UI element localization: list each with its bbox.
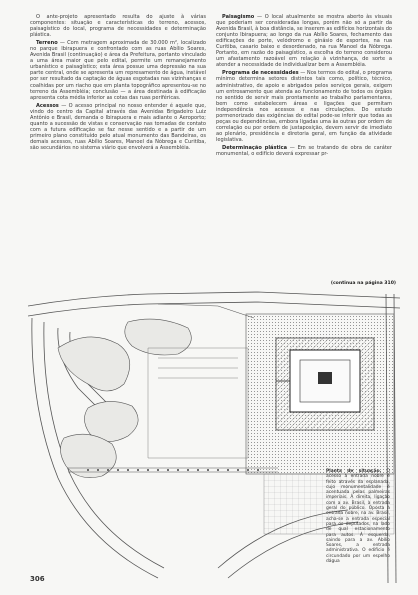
programa-paragraph: [216, 70, 392, 143]
caption-text: O acesso à entrada nobre é feito através da esplanada, cujo monumentalidade é acentuada pelas palmeiras imperiais. À direita, ligação com a av. Brasil, à entrada geral do público. Oposta à entrada nobre, na av. Brasil, acha-se a entrada especial para os deputados, na lado de qual estacionamento para autos. À esquerda, saindo para a av. Abílio Soares, a entrada administrativa. O edifício é circundado por um espelho dágua: [326, 469, 390, 565]
programa-heading: Programa de necessidades: [222, 70, 299, 77]
caption-heading: Planta de situação.: [326, 469, 382, 474]
plastica-paragraph: [216, 145, 392, 157]
right-text-column: [216, 14, 392, 159]
acessos-heading: Acessos: [36, 102, 59, 109]
plastica-text: — Em se tratando de obra de caráter monumental, o edifício deverá expressar pr-: [216, 144, 392, 158]
paisagismo-paragraph: [216, 14, 392, 68]
plan-caption: [326, 469, 390, 564]
palm-avenue: [87, 469, 259, 471]
acessos-text: — O acesso principal no nosso entender é aquele que, vindo do centro da Capital através das Avenidas Brigadeiro Luiz Antônio e Brasil, demanda o Ibirapuera e mais adiante o Aeroporto; quanto a sucessão de vistas e conservação nas tomadas de contato com a futura edificação se faz nesse sentido e a partir de um primeiro plano constituído pelo atual monumento das Bandeiras, os demais acessos, ruas Abílio Soares, Manoel da Nóbrega e Curitiba, são secundários no sistema viário que envolverá a Assembléia.: [30, 102, 206, 151]
paisagismo-heading: Paisagismo: [222, 14, 255, 20]
paisagismo-text: — O local atualmente se mostra aberto às visuais que poderiam ser consideradas longas, porém não só a partir da Avenida Brasil, à boa distância, se inserem as edifícios horizontais do conjunto Ibirapuera; ao longo da rua Abílio Soares, fechamento das edificações de porte, velódromo e ginásio de esportes, na rua Curitiba, casario baixo e desordenado, na rua Manoel da Nóbrega. Portanto, em razão do paisagístico, a escolha do terreno considerou um afastamento razoável em relação à vizinhança, de sorte a atender a necessidade de individualizar bem a Assembléia.: [216, 14, 392, 69]
continued-note: (continua na página 310): [330, 281, 396, 286]
intro-paragraph: [30, 14, 206, 38]
acessos-paragraph: [30, 103, 206, 151]
terreno-paragraph: [30, 40, 206, 100]
terreno-text: — Com metragem aproximada de 30.000 m², localizado no parque Ibirapuera e confrontado com as ruas Abílio Soares, Avenida Brasil (continuação) e área da Prefeitura, portanto vinculado a uma área maior que pelo edital, permite um remanejamento urbanístico e paisagístico; esta área possue uma depressão na sua parte central, onde se apresenta um represamento de água, instável por ser resultado da captação de águas esgotadas nas vizinhanças e coalhidas por um riacho que em planta topográfico apresentou-se no terreno da Assembléia; conclusão — a área destinada à edificação apresenta cota média inferior as cotas das ruas periféricas.: [30, 40, 206, 101]
left-text-column: [30, 14, 206, 153]
intro-text: O ante-projeto apresentado resulta do ajuste à várias componentes: situação e características do terreno, acessos, paisagístico do local, programa de necessidades e determinação plástica.: [30, 14, 206, 39]
esplanade: [148, 348, 248, 458]
programa-text: — Nos termos do edital, o programa mínimo determina setores distintos tais como, político, técnico, administrativo, de apoio e abrigados pelos serviços gerais, exigem um entrosamento que atenda ao funcionamento de todos os órgãos no sentido de servir mais prontamente ao trabalho parlamentares, bem como estabelecem áreas e ligações que permitam independência nos acessos e nas circulações. Do estudo pormenorizado das exigências do edital pode-se inferir que todas as peças ou dependências, embora ligadas uma às outras por ordem de correlação ou por ordem de justaposição, devem servir de imediato ao plenário, presidência e diretoria geral, em função da atividade legislativa.: [216, 70, 393, 143]
plastica-heading: Determinação plástica: [222, 144, 287, 151]
park-vegetation: [58, 319, 191, 478]
terreno-heading: Terreno: [36, 40, 58, 47]
page-number: 306: [30, 575, 45, 583]
